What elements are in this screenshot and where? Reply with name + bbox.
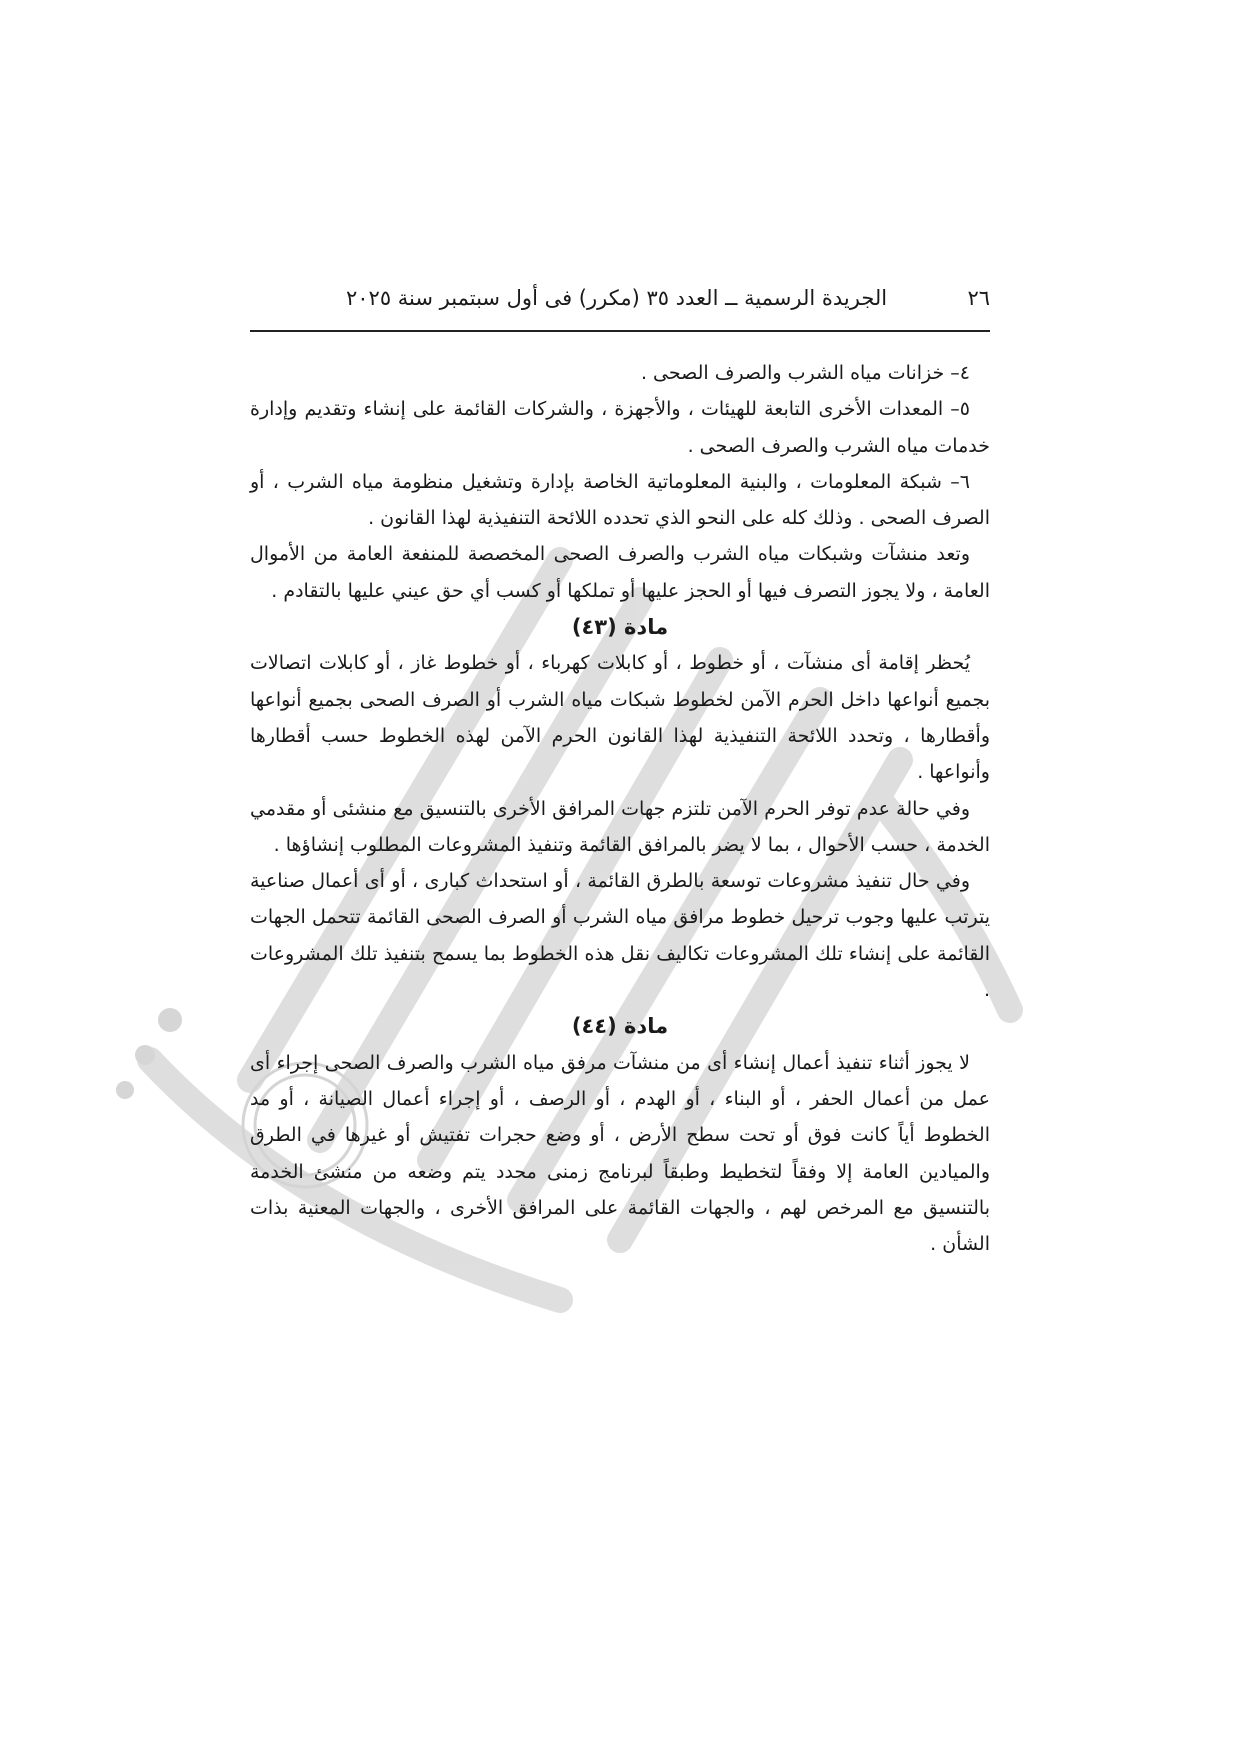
article-44-paragraph-1: لا يجوز أثناء تنفيذ أعمال إنشاء أى من منشآت مرفق مياه الشرب والصرف الصحى إجراء أى عمل من أعمال الحفر ، أو البناء ، أو الهدم ، أو الرصف ، أو إجراء أعمال الصيانة ، أو مد الخطوط أياً كانت فوق أو تحت سطح الأرض ، أو وضع حجرات تفتيش أو غيرها في الطرق والميادين العامة إلا وفقاً لتخطيط وطبقاً لبرنامج زمنى محدد يتم وضعه من منشئ الخدمة بالتنسيق مع المرخص لهم ، والجهات القائمة على المرافق الأخرى ، والجهات المعنية بذات الشأن . xyxy=(250,1051,990,1256)
list-item-5: ٥– المعدات الأخرى التابعة للهيئات ، والأجهزة ، والشركات القائمة على إنشاء وتقديم وإدارة خدمات مياه الشرب والصرف الصحى . xyxy=(250,398,990,457)
article-43-paragraph-2: وفي حالة عدم توفر الحرم الآمن تلتزم جهات المرافق الأخرى بالتنسيق مع منشئى أو مقدمي الخدمة ، حسب الأحوال ، بما لا يضر بالمرافق القائمة وتنفيذ المشروعات المطلوب إنشاؤها . xyxy=(250,797,990,856)
article-43-paragraph-1: يُحظر إقامة أى منشآت ، أو خطوط ، أو كابلات كهرباء ، أو خطوط غاز ، أو كابلات اتصالات بجميع أنواعها داخل الحرم الآمن لخطوط شبكات مياه الشرب أو الصرف الصحى بجميع أنواعها وأقطارها ، وتحدد اللائحة التنفيذية لهذا القانون الحرم الآمن لهذه الخطوط حسب أقطارها وأنواعها . xyxy=(250,652,990,784)
article-44-heading: مادة (٤٤) xyxy=(571,1014,669,1039)
list-item-4: ٤– خزانات مياه الشرب والصرف الصحى . xyxy=(640,362,970,384)
paragraph-public-property: وتعد منشآت وشبكات مياه الشرب والصرف الصحى المخصصة للمنفعة العامة من الأموال العامة ، ولا يجوز التصرف فيها أو الحجز عليها أو تملكها أو كسب أي حق عيني عليها بالتقادم . xyxy=(250,543,990,602)
page-header xyxy=(250,286,990,332)
article-43-heading: مادة (٤٣) xyxy=(571,615,669,640)
page-number: ٢٦ xyxy=(967,286,990,310)
list-item-6: ٦– شبكة المعلومات ، والبنية المعلوماتية الخاصة بإدارة وتشغيل منظومة مياه الشرب ، أو الصرف الصحى . وذلك كله على النحو الذي تحدده اللائحة التنفيذية لهذا القانون . xyxy=(250,470,990,530)
article-43-paragraph-3: وفي حال تنفيذ مشروعات توسعة بالطرق القائمة ، أو استحداث كبارى ، أو أى أعمال صناعية يترتب عليها وجوب ترحيل خطوط مرافق مياه الشرب أو الصرف الصحى القائمة تتحمل الجهات القائمة على إنشاء تلك المشروعات تكاليف نقل هذه الخطوط بما يسمح بتنفيذ تلك المشروعات . xyxy=(250,870,990,1002)
running-title: الجريدة الرسمية ــ العدد ٣٥ (مكرر) فى أول سبتمبر سنة ٢٠٢٥ xyxy=(346,286,888,310)
document-body xyxy=(250,355,990,1262)
